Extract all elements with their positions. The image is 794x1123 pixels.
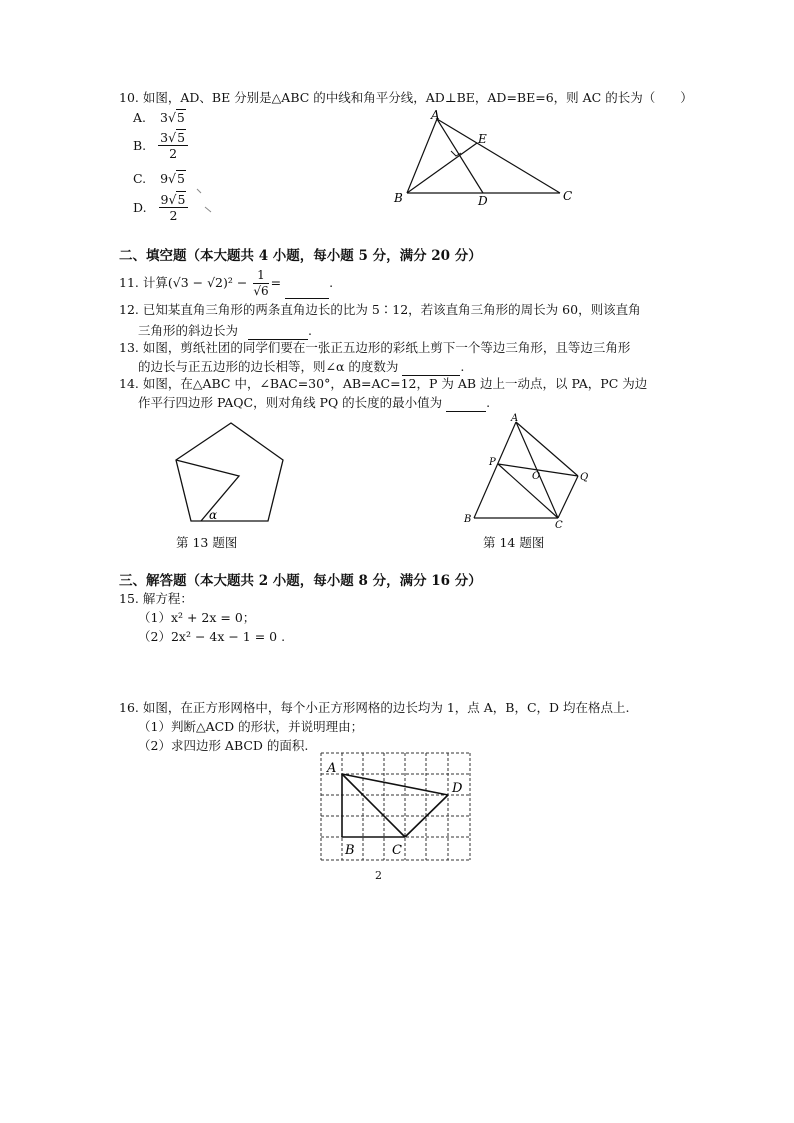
label-b: B [345,843,355,858]
q12-line2: 三角形的斜边长为 . [138,323,312,338]
scan-mark [195,185,215,215]
q15-part1: （1）x² + 2x = 0； [138,610,256,625]
q11-answer-blank[interactable] [285,284,329,299]
equilateral-triangle [176,460,239,521]
q10-stem: 10. 如图，AD、BE 分别是△ABC 的中线和角平分线，AD⊥BE，AD=BE=6，则 AC 的长为（ ） [119,90,693,105]
segment-qc [558,476,578,518]
label-a: A [511,413,519,424]
q13-line2: 的边长与正五边形的边长相等，则∠α 的度数为 . [138,359,465,374]
label-a: A [431,108,440,122]
label-d: D [478,194,488,208]
label-b: B [394,191,403,205]
label-c: C [563,189,573,203]
q14-caption: 第 14 题图 [483,535,545,550]
q10-option-d: D. $\frac{9√5}{2}$ [133,192,190,223]
q14-line1: 14. 如图，在△ABC 中，∠BAC=30°，AB=AC=12，P 为 AB 边上一动点，以 PA，PC 为边 [119,376,648,391]
q16-line1: 16. 如图，在正方形网格中，每个小正方形网格的边长均为 1，点 A，B，C，D 均在格点上. [119,700,630,715]
section3-header: 三、解答题（本大题共 2 小题，每小题 8 分，满分 16 分） [119,573,482,589]
q10-option-a: A. 3√5 [133,110,185,125]
q10-option-b: B. $\frac{3√5}{2}$ [133,130,190,161]
q16-part2: （2）求四边形 ABCD 的面积. [138,738,309,753]
label-p: P [489,457,496,468]
label-o: O [532,471,541,482]
q11: 11. 计算(√3 − √2)² − $\frac{1}{√6}$ = . [119,268,334,298]
q13-figure [165,418,295,530]
segment-ab [474,422,516,518]
label-c: C [392,843,402,858]
q14-line2: 作平行四边形 PAQC，则对角线 PQ 的长度的最小值为 . [138,395,491,410]
q14-figure [458,410,598,532]
angle-alpha-label: α [209,508,218,522]
segment-ac [342,774,405,837]
q13-caption: 第 13 题图 [176,535,238,550]
section2-header: 二、填空题（本大题共 4 小题，每小题 5 分，满分 20 分） [119,248,482,264]
q16-part1: （1）判断△ACD 的形状，并说明理由； [138,719,364,734]
median-ad [437,119,483,193]
q13-line1: 13. 如图，剪纸社团的同学们要在一张正五边形的彩纸上剪下一个等边三角形，且等边三角形 [119,340,631,355]
label-q: Q [580,472,589,483]
q10-figure [385,105,585,215]
regular-pentagon [176,423,283,521]
q15-part2: （2）2x² − 4x − 1 = 0 . [138,629,286,644]
q12-line1: 12. 已知某直角三角形的两条直角边长的比为 5∶12，若该直角三角形的周长为 60，则该直角 [119,302,641,317]
q15-title: 15. 解方程： [119,591,193,606]
label-d: D [452,781,463,796]
segment-ad [342,774,448,795]
page-number: 2 [375,869,382,882]
label-a: A [327,761,337,776]
q16-grid-figure [318,750,478,866]
q10-option-c: C. 9√5 [133,171,185,186]
label-e: E [478,132,487,146]
label-c: C [555,520,563,531]
label-b: B [464,514,472,525]
